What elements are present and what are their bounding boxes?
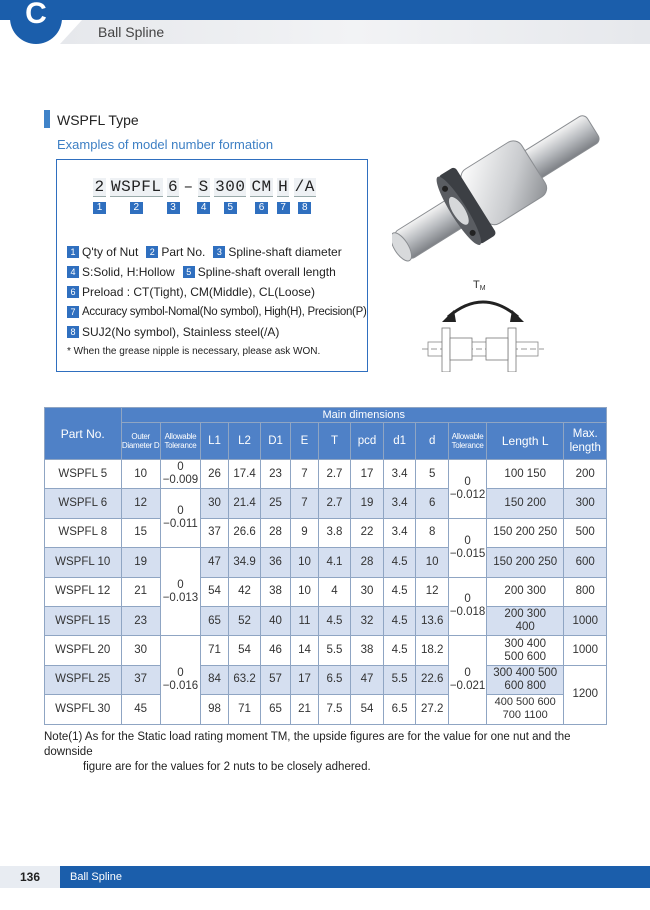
cell-d: 5	[416, 460, 449, 489]
table-row	[45, 548, 607, 577]
cell-l1: 65	[201, 606, 229, 635]
cell-outer-d: 15	[121, 518, 160, 547]
code-segment-preload: CM 6	[251, 178, 272, 213]
header-main-dimensions: Main dimensions	[121, 408, 606, 423]
cell-l1: 71	[201, 636, 229, 665]
cell-l1: 30	[201, 489, 229, 518]
header-length: Length L	[486, 423, 564, 460]
cell-l2: 34.9	[229, 548, 261, 577]
header-e: E	[291, 423, 319, 460]
legend-badge: 4	[67, 266, 79, 278]
cell-e: 17	[291, 665, 319, 694]
header-bar	[0, 0, 650, 20]
legend-badge: 1	[67, 246, 79, 258]
model-legend	[67, 242, 365, 360]
cell-d1-small: 3.4	[384, 489, 416, 518]
cell-max-length: 1000	[564, 606, 607, 635]
cell-l2: 52	[229, 606, 261, 635]
legend-text: Spline-shaft overall length	[197, 265, 336, 279]
cell-e: 7	[291, 489, 319, 518]
cell-pcd: 28	[351, 548, 384, 577]
cell-outer-d: 30	[121, 636, 160, 665]
cell-outer-d: 19	[121, 548, 160, 577]
header-d1-upper: D1	[261, 423, 291, 460]
table-row	[45, 665, 607, 694]
cell-d1-small: 4.5	[384, 577, 416, 606]
legend-text: Part No.	[161, 245, 206, 259]
cell-tolerance-2: 0 −0.018	[449, 577, 487, 636]
cell-tolerance-2: 0 −0.015	[449, 518, 487, 577]
cell-e: 14	[291, 636, 319, 665]
cell-length: 200 300 400	[486, 606, 564, 635]
cell-d1-small: 4.5	[384, 548, 416, 577]
cell-part: WSPFL 8	[45, 518, 122, 547]
footnote-line-2: figure are for the values for 2 nuts to be closely adhered.	[83, 761, 371, 773]
cell-d1: 40	[261, 606, 291, 635]
cell-d: 6	[416, 489, 449, 518]
cell-pcd: 47	[351, 665, 384, 694]
cell-d: 12	[416, 577, 449, 606]
cell-d: 10	[416, 548, 449, 577]
cell-l2: 63.2	[229, 665, 261, 694]
code-segment-qty: 2 1	[94, 178, 105, 213]
cell-length: 150 200	[486, 489, 564, 518]
footnote-line-1: Note(1) As for the Static load rating moment TM, the upside figures are for the value for one nut and the downside	[44, 731, 571, 758]
cell-d: 8	[416, 518, 449, 547]
cell-length: 150 200 250	[486, 548, 564, 577]
cell-d1: 57	[261, 665, 291, 694]
cell-pcd: 22	[351, 518, 384, 547]
header-pcd: pcd	[351, 423, 384, 460]
page-number: 136	[0, 866, 60, 888]
cell-part: WSPFL 20	[45, 636, 122, 665]
cell-l2: 21.4	[229, 489, 261, 518]
cell-tolerance: 0 −0.013	[160, 548, 200, 636]
cell-length: 150 200 250	[486, 518, 564, 547]
cell-l2: 71	[229, 695, 261, 724]
cell-t: 2.7	[318, 489, 350, 518]
legend-text: SUJ2(No symbol), Stainless steel(/A)	[82, 325, 280, 339]
cell-d1: 36	[261, 548, 291, 577]
cell-d: 13.6	[416, 606, 449, 635]
code-segment-part: WSPFL 2	[111, 178, 162, 213]
cell-d1-small: 6.5	[384, 695, 416, 724]
code-segment-length: 300 5	[215, 178, 246, 213]
cell-e: 10	[291, 577, 319, 606]
table-row	[45, 606, 607, 635]
ball-spline-illustration	[392, 105, 602, 270]
legend-line	[67, 322, 365, 342]
cell-pcd: 54	[351, 695, 384, 724]
footer-title: Ball Spline	[70, 871, 122, 883]
cell-length: 300 400 500 600	[486, 636, 564, 665]
table-row	[45, 577, 607, 606]
cell-d: 22.6	[416, 665, 449, 694]
cell-t: 2.7	[318, 460, 350, 489]
dimensions-table	[44, 407, 607, 725]
cell-tolerance: 0 −0.011	[160, 489, 200, 548]
cell-tolerance: 0 −0.016	[160, 636, 200, 724]
cell-t: 6.5	[318, 665, 350, 694]
legend-badge: 3	[213, 246, 225, 258]
cell-outer-d: 37	[121, 665, 160, 694]
header-d1-lower: d1	[384, 423, 416, 460]
legend-text: S:Solid, H:Hollow	[82, 265, 175, 279]
cell-part: WSPFL 25	[45, 665, 122, 694]
cell-t: 5.5	[318, 636, 350, 665]
legend-text: Spline-shaft diameter	[228, 245, 342, 259]
cell-outer-d: 23	[121, 606, 160, 635]
cell-tolerance: 0 −0.009	[160, 460, 200, 489]
legend-line	[67, 242, 365, 262]
cell-length: 400 500 600 700 1100	[486, 695, 564, 724]
cell-d1: 23	[261, 460, 291, 489]
cell-d: 18.2	[416, 636, 449, 665]
code-segment-diameter: 6 3	[167, 178, 179, 213]
code-segment-accuracy: H 7	[278, 178, 289, 213]
cell-part: WSPFL 6	[45, 489, 122, 518]
cell-pcd: 17	[351, 460, 384, 489]
cell-pcd: 30	[351, 577, 384, 606]
legend-badge: 2	[146, 246, 158, 258]
cell-max-length: 800	[564, 577, 607, 606]
model-code-row	[93, 178, 320, 214]
cell-d: 27.2	[416, 695, 449, 724]
header-t: T	[318, 423, 350, 460]
cell-l1: 54	[201, 577, 229, 606]
cell-part: WSPFL 12	[45, 577, 122, 606]
cell-l1: 84	[201, 665, 229, 694]
code-segment-material: /A 8	[294, 178, 315, 213]
code-dash: –	[183, 178, 194, 196]
cell-l1: 98	[201, 695, 229, 724]
cell-l1: 26	[201, 460, 229, 489]
cell-d1: 28	[261, 518, 291, 547]
cell-max-length: 300	[564, 489, 607, 518]
model-number-box	[56, 159, 368, 372]
cell-max-length: 200	[564, 460, 607, 489]
footnote	[44, 730, 610, 775]
cell-e: 11	[291, 606, 319, 635]
cell-l1: 47	[201, 548, 229, 577]
section-title: WSPFL Type	[57, 112, 139, 128]
header-tolerance-2: Allowable Tolerance	[449, 423, 487, 460]
cell-pcd: 32	[351, 606, 384, 635]
header-max-length: Max. length	[564, 423, 607, 460]
legend-badge: 7	[67, 306, 79, 318]
cell-d1-small: 4.5	[384, 636, 416, 665]
header-part-no: Part No.	[45, 408, 122, 460]
grease-note: * When the grease nipple is necessary, please ask WON.	[67, 346, 321, 357]
cell-max-length: 1000	[564, 636, 607, 665]
chapter-badge: C	[10, 0, 62, 44]
header-l2: L2	[229, 423, 261, 460]
tm-label: TM	[473, 279, 486, 292]
table-row	[45, 636, 607, 665]
cell-max-length: 600	[564, 548, 607, 577]
legend-badge: 8	[67, 326, 79, 338]
section-marker	[44, 110, 50, 128]
cell-l1: 37	[201, 518, 229, 547]
header-tolerance: Allowable Tolerance	[160, 423, 200, 460]
legend-text: Accuracy symbol-Nomal(No symbol), High(H), Precision(P)	[82, 306, 367, 318]
cell-d1-small: 3.4	[384, 460, 416, 489]
cell-l2: 17.4	[229, 460, 261, 489]
cell-outer-d: 10	[121, 460, 160, 489]
cell-t: 4.1	[318, 548, 350, 577]
legend-text: Q'ty of Nut	[82, 245, 139, 259]
cell-tolerance-2: 0 −0.012	[449, 460, 487, 519]
cell-length: 100 150	[486, 460, 564, 489]
legend-line	[67, 262, 365, 282]
cell-l2: 26.6	[229, 518, 261, 547]
cell-d1: 38	[261, 577, 291, 606]
cell-d1: 25	[261, 489, 291, 518]
cell-part: WSPFL 10	[45, 548, 122, 577]
code-segment-solid: S 4	[198, 178, 209, 213]
cell-max-length: 500	[564, 518, 607, 547]
cell-part: WSPFL 15	[45, 606, 122, 635]
cell-outer-d: 12	[121, 489, 160, 518]
cell-l2: 42	[229, 577, 261, 606]
cell-length: 300 400 500 600 800	[486, 665, 564, 694]
cell-e: 9	[291, 518, 319, 547]
header-l1: L1	[201, 423, 229, 460]
cell-t: 4.5	[318, 606, 350, 635]
cell-t: 3.8	[318, 518, 350, 547]
cell-d1-small: 5.5	[384, 665, 416, 694]
legend-line	[67, 282, 365, 302]
cell-d1-small: 4.5	[384, 606, 416, 635]
header-d: d	[416, 423, 449, 460]
legend-badge: 5	[183, 266, 195, 278]
cell-t: 7.5	[318, 695, 350, 724]
cell-e: 7	[291, 460, 319, 489]
cell-t: 4	[318, 577, 350, 606]
cell-l2: 54	[229, 636, 261, 665]
cell-pcd: 19	[351, 489, 384, 518]
cell-tolerance-2: 0 −0.021	[449, 636, 487, 724]
legend-badge: 6	[67, 286, 79, 298]
cell-e: 10	[291, 548, 319, 577]
cell-length: 200 300	[486, 577, 564, 606]
header-title: Ball Spline	[98, 24, 165, 40]
legend-line	[67, 302, 365, 322]
table-row	[45, 695, 607, 724]
section-subtitle: Examples of model number formation	[57, 137, 274, 152]
cell-max-length: 1200	[564, 665, 607, 724]
cell-outer-d: 21	[121, 577, 160, 606]
table-row	[45, 460, 607, 489]
header-outer-diameter: Outer Diameter D	[121, 423, 160, 460]
cell-e: 21	[291, 695, 319, 724]
table-row	[45, 518, 607, 547]
cell-d1-small: 3.4	[384, 518, 416, 547]
cell-pcd: 38	[351, 636, 384, 665]
table-row	[45, 489, 607, 518]
cell-part: WSPFL 30	[45, 695, 122, 724]
cell-part: WSPFL 5	[45, 460, 122, 489]
legend-text: Preload : CT(Tight), CM(Middle), CL(Loose)	[82, 285, 315, 299]
cell-d1: 65	[261, 695, 291, 724]
moment-diagram	[418, 272, 548, 372]
cell-outer-d: 45	[121, 695, 160, 724]
cell-d1: 46	[261, 636, 291, 665]
